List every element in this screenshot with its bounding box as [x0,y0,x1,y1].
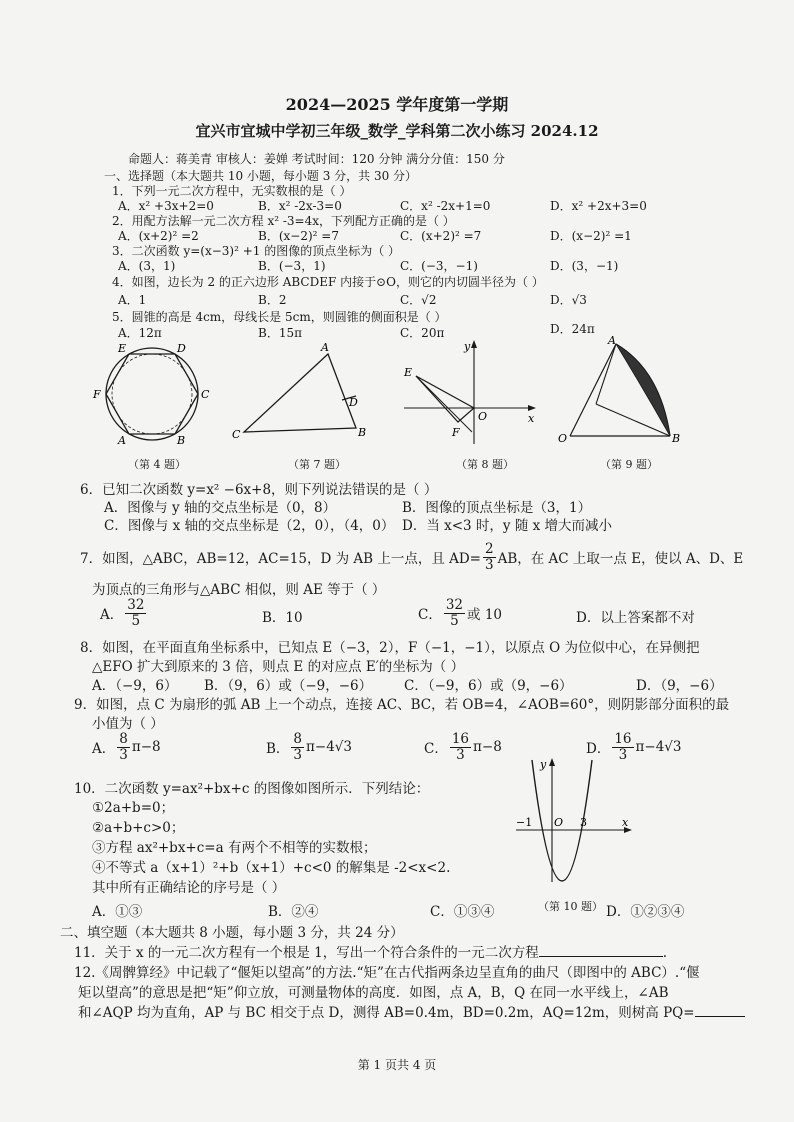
q11-end: . [662,945,668,961]
q7-c-suffix: 或 10 [467,607,503,624]
q7-a-num: 32 [127,597,145,613]
q7-c-num: 32 [445,597,464,613]
q9-c-den: 3 [456,746,465,763]
q2-option-c: C．(x+2)² =7 [400,229,482,243]
fig8-label-x: x [528,412,535,425]
q9-option-c [424,732,502,763]
q7-fraction [483,542,496,573]
q12-line2: 矩以望高”的意思是把“矩”仰立放，可测量物体的高度．如图，点 A，B，Q 在同一水平线上，∠AB [78,985,669,1001]
q10-conclusion-1: ①2a+b=0； [92,800,175,816]
q7-option-b: B．10 [262,610,303,626]
fig7-label-d: D [349,396,358,409]
q9-a-suffix: π−8 [131,739,161,756]
section2-heading: 二、填空题（本大题共 8 小题，每小题 3 分，共 24 分） [60,925,404,941]
fig8-label-y: y [464,340,471,353]
q8-stem-line2: △EFO 扩大到原来的 3 倍，则点 E 的对应点 E′的坐标为（ ） [92,659,465,675]
q2-option-d: D．(x−2)² =1 [550,229,632,243]
fig10-label-y: y [540,758,547,771]
fig4-label-c: C [201,388,210,401]
q8-option-a: A．（−9，6） [92,678,178,694]
fig10-label-3: 3 [580,816,587,829]
q12-answer-blank[interactable] [695,1002,745,1017]
figure-4-hexagon [88,338,216,450]
q11-line [74,941,667,961]
q9-b-prefix: B． [266,741,290,758]
q12-line3 [78,1001,745,1021]
q9-c-prefix: C． [424,741,448,758]
q1-option-a: A．x² +3x+2=0 [118,199,214,213]
q6-option-c: C．图像与 x 轴的交点坐标是（2，0），（4，0） [104,518,395,534]
q8-option-b: B．（9，6）或（−9，−6） [204,678,373,694]
q10-option-b: B．②④ [268,904,319,920]
figure-9-sector [556,334,686,448]
q9-a-num: 8 [119,731,128,747]
q7-c-prefix: C． [418,607,442,624]
fig9-label-a: A [608,334,616,347]
q9-d-prefix: D． [586,741,611,758]
q9-a-prefix: A． [92,741,116,758]
q8-stem-line1: 8．如图，在平面直角坐标系中，已知点 E（−3，2），F（−1，−1），以原点 O 为位似中心，在异侧把 [80,640,700,656]
q1-option-b: B．x² -2x-3=0 [258,199,342,213]
q9-stem-line2: 小值为（ ） [92,716,164,732]
fig10-label-o: O [554,816,564,829]
q7-stem-part-a: 7．如图，△ABC，AB=12，AC=15，D 为 AB 上一点，且 AD= [80,551,481,568]
q4-option-b: B．2 [258,293,287,307]
q9-option-a [92,732,161,763]
q11-answer-blank[interactable] [539,942,663,957]
q7-option-d: D．以上答案都不对 [576,610,695,626]
q5-stem: 5．圆锥的高是 4cm，母线长是 5cm，则圆锥的侧面积是（ ） [112,310,447,324]
q9-option-b [266,732,352,763]
fig8-label-f: F [452,426,460,439]
q7-stem-line1 [80,542,743,573]
q9-b-den: 3 [293,746,303,763]
q5-option-c: C．20π [400,326,445,340]
fig10-label-x: x [622,816,629,829]
q2-option-a: A．(x+2)² =2 [118,229,199,243]
q9-d-den: 3 [618,746,628,763]
q10-option-d: D．①②③④ [606,904,685,920]
q10-conclusion-3: ③方程 ax²+bx+c=a 有两个不相等的实数根； [92,840,377,856]
q11-stem: 11．关于 x 的一元二次方程有一个根是 1，写出一个符合条件的一元二次方程 [74,945,539,961]
q9-c-suffix: π−8 [473,739,502,756]
figure-9-caption: （第 9 题） [600,458,658,471]
figure-7-caption: （第 7 题） [288,458,346,471]
q7-stem-part-b: AB，在 AC 上取一点 E，使以 A、D、E [497,551,744,568]
q7-a-prefix: A． [100,607,124,624]
q10-option-c: C．①③④ [430,904,495,920]
figure-10-caption: （第 10 题） [538,900,603,913]
q9-stem-line1: 9．如图，点 C 为扇形的弧 AB 上一个动点，连接 AC、BC，若 OB=4，∠AOB=60°，则阴影部分面积的最 [74,697,730,713]
q1-option-c: C．x² -2x+1=0 [400,199,491,213]
fig10-label-minus1: −1 [516,816,533,829]
figure-10-parabola [510,752,640,888]
q9-b-suffix: π−4√3 [306,739,352,756]
q4-option-d: D．√3 [550,293,587,307]
q3-stem: 3．二次函数 y=(x−3)² +1 的图像的顶点坐标为（ ） [112,244,401,258]
q7-frac-num: 2 [485,541,494,557]
fig7-label-a: A [321,341,329,354]
q4-option-c: C．√2 [400,293,437,307]
fig7-label-b: B [358,426,367,439]
q5-option-d: D．24π [550,322,595,336]
section1-heading: 一、选择题（本大题共 10 小题，每小题 3 分，共 30 分） [104,169,418,183]
q9-d-num: 16 [614,731,632,747]
q7-c-den: 5 [450,612,459,629]
q7-a-den: 5 [131,612,141,629]
q4-option-a: A．1 [118,293,147,307]
fig9-label-o: O [558,432,568,445]
fig7-label-c: C [232,428,241,441]
q10-conclusion-4: ④不等式 a（x+1）²+b（x+1）+c<0 的解集是 -2<x<2. [92,860,451,876]
fig9-label-b: B [672,432,681,445]
q10-question: 其中所有正确结论的序号是（ ） [92,880,286,896]
fig4-label-d: D [177,342,186,355]
fig8-label-e: E [404,366,413,379]
q3-option-d: D．(3，−1) [550,259,619,273]
q3-option-b: B．(−3，1) [258,259,326,273]
q7-option-a [100,598,148,629]
q9-d-suffix: π−4√3 [635,739,682,756]
fig4-label-f: F [93,388,101,401]
q3-option-c: C．(−3，−1) [400,259,478,273]
exam-title: 宜兴市宜城中学初三年级_数学_学科第二次小练习 2024.12 [195,122,599,140]
q10-option-a: A．①③ [92,904,143,920]
figure-8-coordinates [398,336,542,448]
q8-option-d: D．（9，−6） [636,678,723,694]
fig4-label-e: E [118,342,127,355]
q6-option-d: D．当 x<3 时，y 随 x 增大而减小 [402,518,613,534]
q7-frac-den: 3 [485,556,494,573]
year-heading: 2024—2025 学年度第一学期 [285,95,509,114]
q8-option-c: C．（−9，6）或（9，−6） [404,678,573,694]
q5-option-b: B．15π [258,326,302,340]
q12-line1: 12.《周髀算经》中记载了“偃矩以望高”的方法.“矩”在古代指两条边呈直角的曲尺（即图中的 ABC）.“偃 [74,965,700,981]
q7-option-c [418,598,502,629]
q9-b-num: 8 [293,731,303,747]
fig4-label-a: A [118,434,126,447]
q4-stem: 4．如图，边长为 2 的正六边形 ABCDEF 内接于⊙O，则它的内切圆半径为（ ） [112,275,544,289]
q7-stem-line2: 为顶点的三角形与△ABC 相似，则 AE 等于（ ） [92,582,386,598]
figure-4-caption: （第 4 题） [128,458,186,471]
fig8-label-o: O [478,410,488,423]
q9-c-num: 16 [451,731,470,747]
q2-stem: 2．用配方法解一元二次方程 x² -3=4x，下列配方正确的是（ ） [112,214,455,228]
q3-option-a: A．(3，1) [118,259,176,273]
q6-option-b: B．图像的顶点坐标是（3，1） [402,500,592,516]
figure-7-triangle [228,340,378,446]
q2-option-b: B．(x−2)² =7 [258,229,339,243]
fig4-label-b: B [177,434,186,447]
figure-8-caption: （第 8 题） [456,458,514,471]
q10-stem: 10．二次函数 y=ax²+bx+c 的图像如图所示．下列结论： [74,781,430,797]
q10-conclusion-2: ②a+b+c>0； [92,820,185,836]
q1-stem: 1．下列一元二次方程中，无实数根的是（ ） [112,184,352,198]
q6-option-a: A．图像与 y 轴的交点坐标是（0，8） [104,500,337,516]
q5-option-a: A．12π [118,326,162,340]
exam-meta: 命题人：蒋美青 审核人：姜婵 考试时间：120 分钟 满分分值：150 分 [128,152,505,166]
q6-stem: 6．已知二次函数 y=x² −6x+8，则下列说法错误的是（ ） [80,482,438,498]
page-footer: 第 1 页共 4 页 [357,1058,437,1072]
q12-line3-text: 和∠AQP 均为直角，AP 与 BC 相交于点 D，测得 AB=0.4m，BD=0.2m，AQ=12m，则树高 PQ= [78,1005,695,1021]
q1-option-d: D．x² +2x+3=0 [550,199,647,213]
q9-a-den: 3 [119,746,128,763]
